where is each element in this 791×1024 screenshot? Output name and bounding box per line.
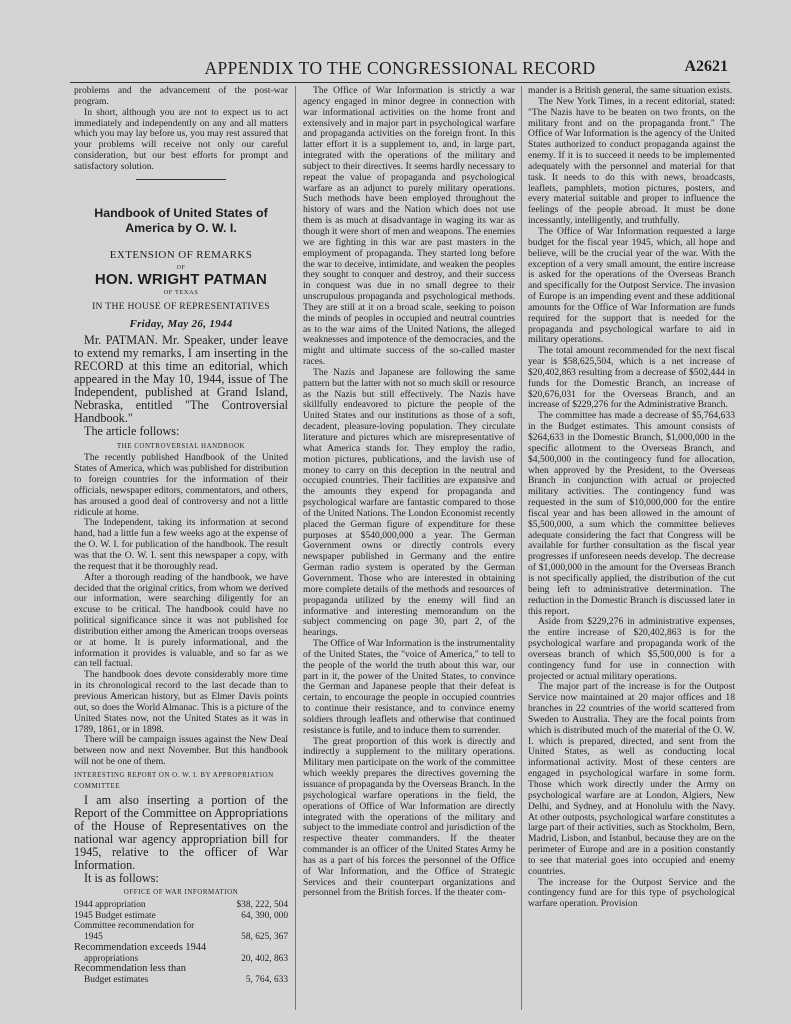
house-label: IN THE HOUSE OF REPRESENTATIVES [92,301,270,313]
paragraph: In short, although you are not to expect us to act immediately and independently on any and all matters which you may lay before us, you may rest assured that your problems will receive not only our careful consideration, but our best efforts for prompt and satisfactory solution. [74,106,288,172]
table-row [74,921,288,932]
table-title: OFFICE OF WAR INFORMATION [123,888,239,897]
paragraph: It is as follows: [84,871,159,886]
paragraph: The total amount recommended for the next fiscal year is $58,625,504, which is a net increase of $20,402,863 resulting from a decrease of $502,444 in funds for the Domestic Branch, an increase of $20,676,031 for the Overseas Branch, and an increase of $229,276 for the Administrative Branch. [528,345,735,411]
session-date: Friday, May 26, 1944 [129,317,233,330]
paragraph: The Office of War Information is the instrumentality of the United States, the "voice of America," to tell to the people of the world the truth about this war, our part in it, the power of the United States, to convince the German and Japanese people that their defeat is certain, to encourage the people in occupied countries to continue their resistance, and to convince enemy soldiers through leaflets and otherwise that continued resistance is futile, and to induce them to surrender. [303,638,515,736]
intro-paragraph: Mr. PATMAN. Mr. Speaker, under leave to extend my remarks, I am inserting in the RECORD at this time an editorial, which appeared in the May 10, 1944, issue of The Independent, published at Grand Island, Nebraska, entitled "The Controversial Handbook." [74,332,288,426]
paragraph: The Independent, taking its information at second hand, had a little fun a few weeks ago at the expense of the O. W. I. for publication of the handbook. The result was that the O. W. I. sent this newspaper a copy, with the request that it be thoroughly read. [74,517,288,572]
article-title: Handbook of United States of America by O. W. I. [94,205,268,235]
paragraph: The committee has made a decrease of $5,764,633 in the Budget estimates. This amount consists of $264,633 in the Domestic Branch, $1,000,000 in the specific allotment to the Overseas Branch, and $4,500,000 in the contingency fund for allocation, when approved by the President, to the Overseas Branch in conjunction with actual or projected military activities. The contingency fund was requested in the sum of $10,000,000 for the entire fiscal year and has been allowed in the amount of $5,500,000, a sum which the committee believes adequate considering the fact that Congress will be available for further consultation as the fiscal year progresses if unforeseen needs develop. The decrease of $1,000,000 in the amount for the Overseas Branch is not specifically applied, the distribution of the cut being left to administrative determination. The reduction in the Domestic Branch is discussed later in this report. [528,410,735,617]
page-number: A2621 [684,58,728,75]
table-row [74,943,288,954]
row-label: Recommendation exceeds 1944 [74,942,207,953]
representative-name: HON. WRIGHT PATMAN [94,271,268,289]
row-value: $38, 222, 504 [236,900,288,911]
table-row [74,954,288,965]
column-divider-1 [295,86,296,1010]
row-label: Budget estimates [84,974,149,985]
paragraph: The New York Times, in a recent editorial, stated: "The Nazis have to be beaten on two fronts, on the military front and on the propaganda front." The Office of War Information is the agency of the United States authorized to conduct propaganda against the enemy. If it is to succeed it needs to be implemented adequately with the personnel and material for that task. It needs to do this with news, broadcasts, leaflets, pamphlets, motion pictures, posters, and every material suitable and proper to influence the feelings of the people abroad. It must be done incessantly, intelligently, and truthfully. [528,95,735,227]
row-value [285,964,288,975]
subheading: INTERESTING REPORT ON O. W. I. BY APPROPRIATION COMMITTEE [74,770,274,790]
of-label: OF [176,264,186,271]
row-label: 1945 [84,932,103,943]
extension-heading: EXTENSION OF REMARKS [109,248,253,261]
row-label: 1944 appropriation [74,900,146,911]
paragraph: Aside from $229,276 in administrative expenses, the entire increase of $20,402,863 is for the psychological warfare and propaganda work of the overseas branch of which $5,500,000 is for a contingency fund for use in connection with projected or actual military operations. [528,616,735,682]
section-rule [136,179,226,180]
paragraph: mander is a British general, the same situation exists. [528,86,733,96]
paragraph: The major part of the increase is for the Outpost Service now maintained at 20 major offices and 18 branches in 22 countries of the world scattered from Sweden to Australia. They are the focal points from which is distributed much of the material of the O. W. I. which is prepared, directed, and sent from the United States, as well as conducting local informational activity. Most of these centers are engaged in psychological warfare in some form. Those which work directly under the Army on psychological warfare are at London, Algiers, New Delhi, and Sydney, and at Honolulu with the Navy. At other outposts, psychological warfare constitutes a large part of their activities, such as Stockholm, Bern, Madrid, Lisbon, and Istanbul, because they are on the perimeter of Europe and are in a position constantly to see that material goes into occupied and enemy countries. [528,681,735,877]
running-title: APPENDIX TO THE CONGRESSIONAL RECORD [204,58,596,78]
paragraph: The great proportion of this work is directly and indirectly a supplement to the military operations. Military men participate on the work of the committee which weekly prepares the directives governing the issuance of propaganda by the Overseas Branch. In the psychological warfare operations in the field, the operations of Office of War Information are directly integrated with the operations of the military and subject to the immediate control and jurisdiction of the respective theater commanders. If the theater commander is an officer of the United States Army he has as a part of his forces the personnel of the Office of War Information, and the Office of Strategic Services and their counterpart organizations and personnel from the British forces. If the theater com- [303,735,515,899]
page-header [70,58,730,83]
column-3 [528,86,735,1010]
paragraph: The recently published Handbook of the United States of America, which was published for distribution to foreign countries for the information of their officials, newspaper editors, commentators, and others, has aroused a good deal of controversy and not a little ridicule at home. [74,452,288,518]
paragraph: The article follows: [84,424,180,439]
table-row [74,964,288,975]
paragraph: problems and the advancement of the post-war program. [74,86,288,107]
paragraph: I am also inserting a portion of the Report of the Committee on Appropriations of the House of Representatives on the national war agency appropriation bill for 1945, relative to the officer of War Information. [74,792,288,873]
paragraph: The Nazis and Japanese are following the same pattern but the latter with not so much skill or resource as the Nazis but still effectively. The Nazis have skillfully endeavored to picture the people of the United States and our institutions as those of a soft, decadent, pleasure-loving population. They circulate literature and pictures which are misrepresentative of what America stands for. They employ the radio, motion pictures, publications, and the lavish use of money to carry on this deception in the neutral and occupied countries. Their facilities are expansive and the amounts they expend for propaganda and psychological warfare are fantastic compared to those of the United Nations. The London Economist recently placed the German figure of expenditure for these purposes at $540,000,000 a year. The German Government owns or directly controls every newspaper published in Germany and the entire German radio system is operated by the German Government. Those who are interested in obtaining more complete details of the methods and resources of propaganda utilized by the enemy will find an informative and interesting memorandum on the subject commencing on page 30, part 2, of the hearings. [303,366,515,639]
table-row [74,932,288,943]
appropriation-table [74,900,288,986]
paragraph: The handbook does devote considerably more time in its chronological record to the last decade than to previous American history, but as Elmer Davis points out, so does the World Almanac. This is a picture of the United States now, not the United States as it was in 1789, 1861, or in 1898. [74,669,288,735]
table-row [74,975,288,986]
paragraph: The Office of War Information requested a large budget for the fiscal year 1945, which, all hope and believe, will be the crucial year of the war. With the exception of a very small amount, the entire increase is asked for the operations of the Overseas Branch and specifically for the Outpost Service. The invasion of Europe is an impending event and these additional amounts for the Office of War Information are funds required for the support that is needed for the propaganda and psychological warfare to aid in military operations. [528,225,735,346]
row-label: Recommendation less than [74,964,186,975]
row-value: 5, 764, 633 [245,974,288,985]
row-value [285,943,288,954]
column-divider-2 [521,86,522,1010]
table-row [74,900,288,911]
table-row [74,911,288,922]
paragraph: After a thorough reading of the handbook, we have decided that the original critics, from whom we derived our information, were searching diligently for an excuse to be critical. The handbook could have no political significance since it was not published for distribution either among the American troops overseas or at home. It is purely informational, and the information it provides is valuable, and so far as we can tell factual. [74,571,288,670]
paragraph: There will be campaign issues against the New Deal between now and next November. But this handbook will not be one of them. [74,734,288,768]
paragraph: The increase for the Outpost Service and the contingency fund are for this type of psychological warfare operation. Provision [528,876,735,910]
row-value: 58, 625, 367 [241,932,288,943]
subheading: THE CONTROVERSIAL HANDBOOK [116,441,246,450]
row-label: appropriations [84,953,139,964]
row-value [285,921,288,932]
column-1 [74,86,288,1010]
paragraph: The Office of War Information is strictly a war agency engaged in minor degree in connection with war informational activities on the home front and extensively and in major part in psychological warfare and propaganda activities on the foreign front. In this latter effort it is a supplement to, and, in large part, integrated with the operations of the military and subject to their directives. It seems hardly necessary to repeat the value of propaganda and psychological warfare as an adjunct to purely military operations. Such methods have been employed throughout the history of wars and the Nation which does not use them is as much at disadvantage in waging its war as though it were short of men and weapons. The enemies we are fighting in this war are past masters in the employment of propaganda. They started long before the war to deceive, intimidate, and weaken the peoples they sought to conquer and destroy, and their success in conquest was due in no small degree to their unscrupulous propaganda and psychological methods. They are still at it on a broad scale, seeking to poison the minds of peoples in occupied and neutral countries as to the war aims of the United Nations, the alleged weaknesses and impotence of the democracies, and the might and ultimate success of the so-called master races. [303,86,515,368]
column-2 [303,86,515,1010]
state-label: OF TEXAS [163,289,199,297]
row-label: 1945 Budget estimate [74,910,156,921]
row-value: 20, 402, 863 [241,953,288,964]
row-value: 64, 390, 000 [241,910,288,921]
row-label: Committee recommendation for [74,921,195,932]
